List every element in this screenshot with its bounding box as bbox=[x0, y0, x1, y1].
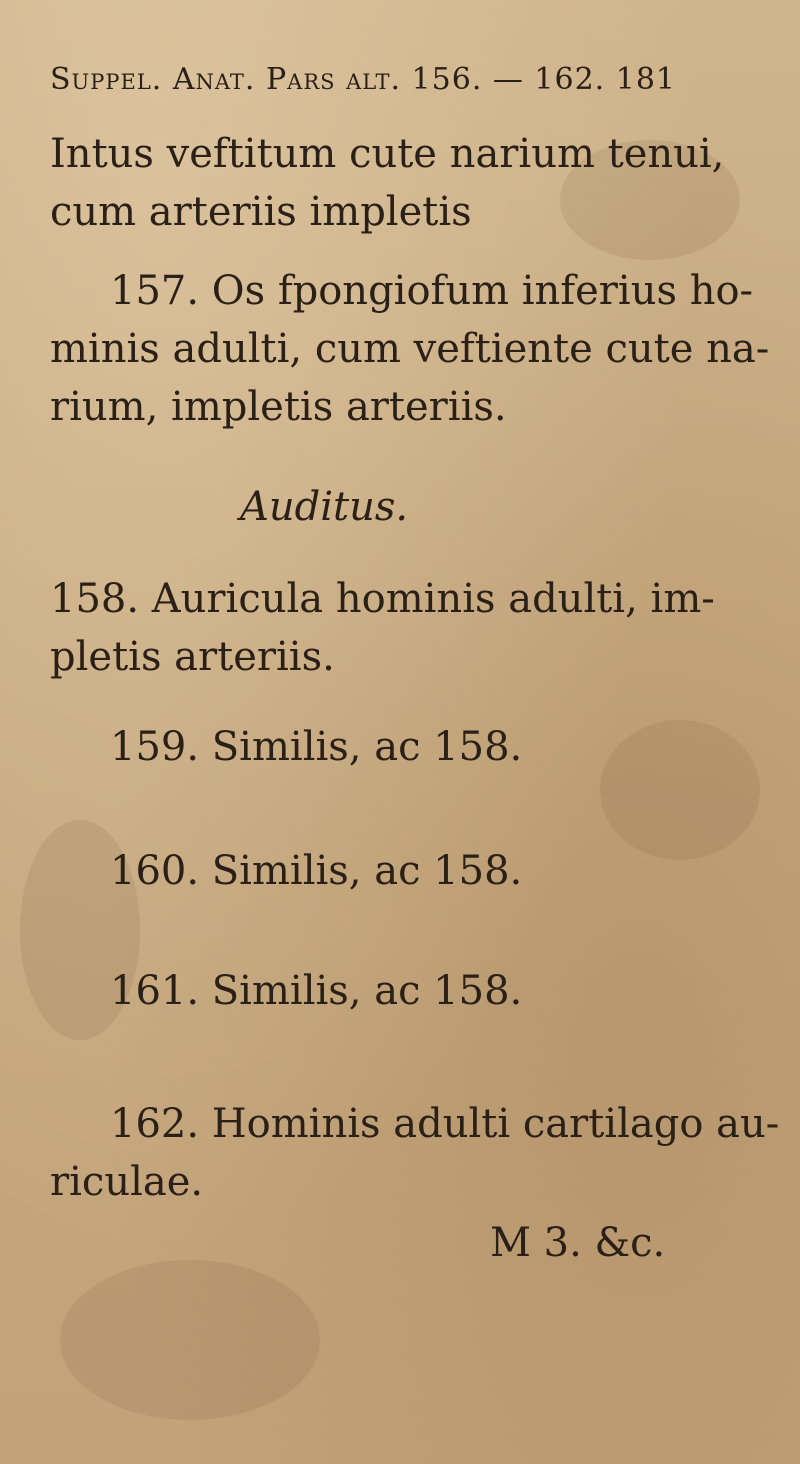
text-line: 158. Auricula hominis adulti, im- bbox=[50, 576, 715, 622]
text-line: pletis arteriis. bbox=[50, 634, 335, 680]
entry-161 bbox=[50, 962, 522, 1020]
entry-159 bbox=[50, 718, 522, 776]
paper-stain bbox=[60, 1260, 320, 1420]
text-line: minis adulti, cum veftiente cute na- bbox=[50, 326, 770, 372]
entry-158 bbox=[50, 570, 715, 686]
entry-162 bbox=[50, 1095, 779, 1211]
entry-156 bbox=[50, 125, 724, 241]
signature-mark: M 3. &c. bbox=[490, 1220, 666, 1266]
text-line: 161. Similis, ac 158. bbox=[110, 968, 523, 1014]
text-line: 162. Hominis adulti cartilago au- bbox=[110, 1101, 780, 1147]
section-heading-auditus: Auditus. bbox=[240, 484, 409, 530]
text-line: rium, impletis arteriis. bbox=[50, 384, 507, 430]
text-line: 160. Similis, ac 158. bbox=[110, 848, 523, 894]
entry-157 bbox=[50, 262, 769, 436]
entry-160 bbox=[50, 842, 522, 900]
text-line: Intus veftitum cute narium tenui, bbox=[50, 131, 725, 177]
running-header: Suppel. Anat. Pars alt. 156. — 162. 181 bbox=[50, 62, 677, 97]
text-line: riculae. bbox=[50, 1159, 204, 1205]
text-line: 159. Similis, ac 158. bbox=[110, 724, 523, 770]
paper-stain bbox=[600, 720, 760, 860]
text-line: cum arteriis impletis bbox=[50, 189, 472, 235]
text-line: 157. Os fpongiofum inferius ho- bbox=[110, 268, 754, 314]
